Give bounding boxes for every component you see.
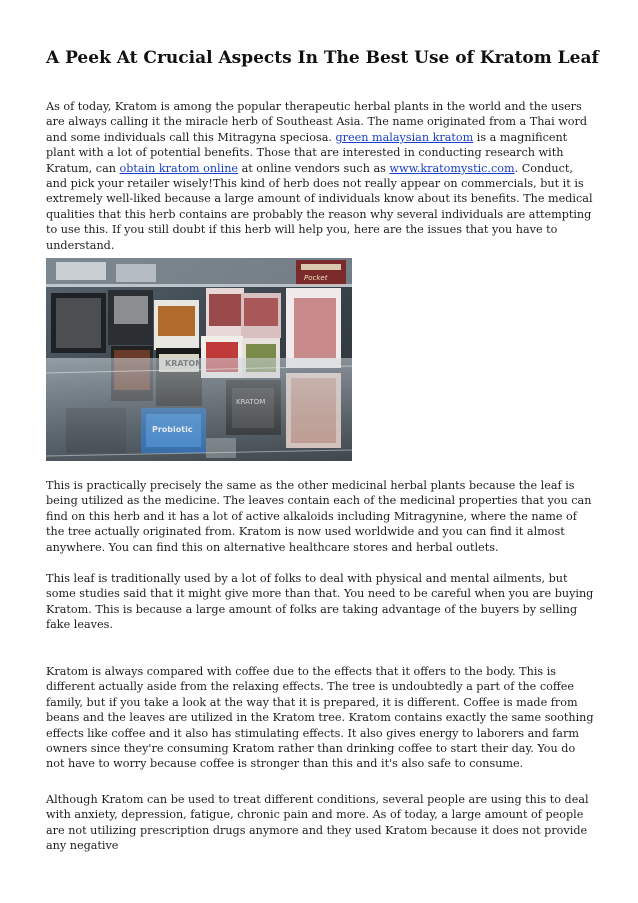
paragraph-traditional-use: This leaf is traditionally used by a lot of folks to deal with physical and mental ailments, but some studies said that it might give more than that. You need to be careful when you are buying Kratom. This is because a large amount of folks are taking advantage of the buyers by selling fake leaves. <box>46 572 594 632</box>
pocket-label: Pocket <box>304 274 328 282</box>
photo-illustration <box>46 258 352 461</box>
intro-text-4: . Conduct, and pick your retailer wisely!This kind of herb does not really appear on commercials, but it is extremely well-liked because a large amount of individuals know about its benefits. The medical qualities that this herb contains are probably the reason why several individuals are attempting to use this. If you still doubt if this herb will help you, here are the issues that you have to understand. <box>46 161 593 252</box>
link-green-malaysian-kratom[interactable]: green malaysian kratom <box>335 130 474 144</box>
intro-text-3: at online vendors such as <box>238 161 390 175</box>
paragraph-coffee-comparison: Kratom is always compared with coffee due to the effects that it offers to the body. This is different actually aside from the relaxing effects. The tree is undoubtedly a part of the coffee family, but if you take a look at the way that it is prepared, it is different. Coffee is made from beans and the leaves are utilized in the Kratom tree. Kratom contains exactly the same soothing effects like coffee and it also has stimulating effects. It also gives energy to laborers and farm owners since they're consuming Kratom rather than drinking coffee to start their day. You do not have to worry because coffee is stronger than this and it's also safe to consume. <box>46 665 594 771</box>
intro-text-1: As of today, Kratom is among the popular therapeutic herbal plants in the world and the users are always calling it the miracle herb of Southeast Asia. The name originated from a Thai word and some individuals call this Mitragyna speciosa. <box>46 100 588 144</box>
intro-text-2: is a magnificent plant with a lot of potential benefits. Those that are interested in conducting research with Kratum, can <box>46 130 568 175</box>
paragraph-conditions: Although Kratom can be used to treat different conditions, several people are using this to deal with anxiety, depression, fatigue, chronic pain and more. As of today, a large amount of people are not utilizing prescription drugs anymore and they used Kratom because it does not provide any negative <box>46 793 589 853</box>
paragraph-intro <box>46 99 594 253</box>
paragraph-medicinal: This is practically precisely the same as the other medicinal herbal plants because the leaf is being utilized as the medicine. The leaves contain each of the medicinal properties that you can find on this herb and it has a lot of active alkaloids including Mitragynine, where the name of the tree actually originated from. Kratom is now used worldwide and you can find it almost anywhere. You can find this on alternative healthcare stores and herbal outlets. <box>46 479 592 554</box>
page-title: A Peek At Crucial Aspects In The Best Use of Kratom Leaf <box>46 48 599 68</box>
kratom-products-photo <box>46 258 352 461</box>
link-kratomystic[interactable]: www.kratomystic.com <box>389 161 515 175</box>
link-obtain-kratom-online[interactable]: obtain kratom online <box>119 161 239 175</box>
